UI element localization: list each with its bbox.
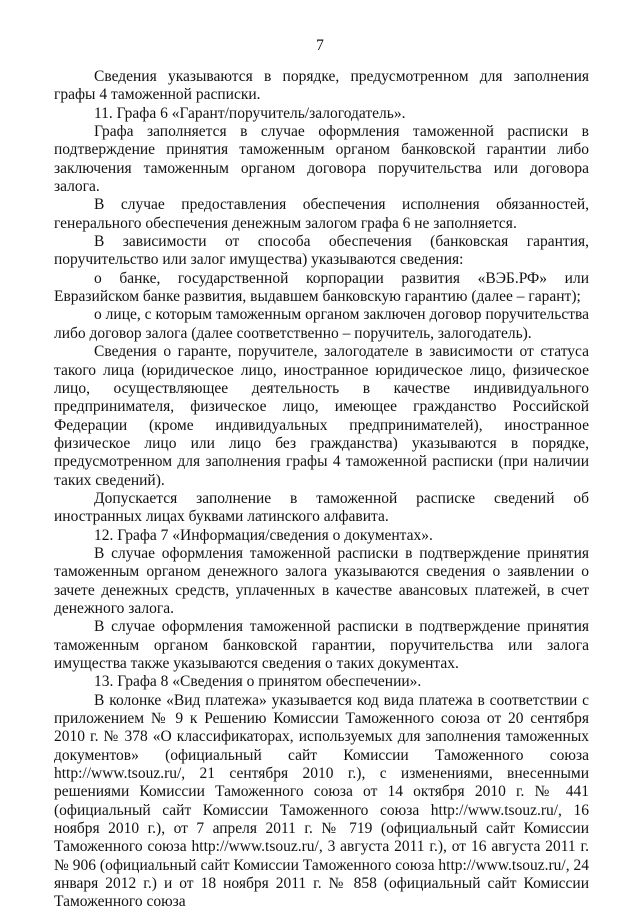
paragraph-guarantor-status: Сведения о гаранте, поручителе, залогодателе в зависимости от статуса такого лица (юридическое лицо, иностранное юридическое лицо, физическое лицо, осуществляющее деятельность в качестве индивидуального предпринимателя, физическое лицо, имеющее гражданство Российской Федерации (кроме индивидуальных предпринимателей), иностранное физическое лицо или лицо без гражданства) указываются в порядке, предусмотренном для заполнения графы 4 таможенной расписки (при наличии таких сведений). [54, 343, 589, 489]
paragraph-cash-deposit-docs: В случае оформления таможенной расписки в подтверждение принятия таможенным органом денежного залога указываются сведения о заявлении о зачете денежных средств, уплаченных в качестве авансовых платежей, в счет денежного залога. [54, 544, 589, 617]
paragraph-payment-type: В колонке «Вид платежа» указывается код вида платежа в соответствии с приложением № 9 к Решению Комиссии Таможенного союза от 20 сентября 2010 г. № 378 «О классификаторах, используемых для заполнения таможенных документов» (официальный сайт Комиссии Таможенного союза http://www.tsouz.ru/, 21 сентября 2010 г.), с изменениями, внесенными решениями Комиссии Таможенного союза от 14 октября 2010 г. № 441 (официальный сайт Комиссии Таможенного союза http://www.tsouz.ru/, 16 ноября 2010 г.), от 7 апреля 2011 г. № 719 (официальный сайт Комиссии Таможенного союза http://www.tsouz.ru/, 3 августа 2011 г.), от 16 августа 2011 г. № 906 (официальный сайт Комиссии Таможенного союза http://www.tsouz.ru/, 24 января 2012 г.) и от 18 ноября 2011 г. № 858 (официальный сайт Комиссии Таможенного союза [54, 691, 589, 911]
paragraph-latin-alphabet: Допускается заполнение в таможенной расписке сведений об иностранных лицах буквами латинского алфавита. [54, 489, 589, 526]
paragraph-guarantor-bank: о банке, государственной корпорации развития «ВЭБ.РФ» или Евразийском банке развития, выдавшем банковскую гарантию (далее – гарант); [54, 269, 589, 306]
paragraph-guarantee-docs: В случае оформления таможенной расписки в подтверждение принятия таможенным органом банковской гарантии, поручительства или залога имущества также указываются сведения о таких документах. [54, 618, 589, 672]
section-13-heading: 13. Графа 8 «Сведения о принятом обеспечении». [94, 673, 422, 691]
paragraph-graph6-filling: Графа заполняется в случае оформления таможенной расписки в подтверждение принятия таможенным органом банковской гарантии либо заключения таможенным органом договора поручительства или договора залога. [54, 123, 589, 196]
paragraph-graph4-reference: Сведения указываются в порядке, предусмотренном для заполнения графы 4 таможенной расписки. [54, 68, 589, 104]
document-body [54, 68, 589, 912]
paragraph-surety-pledger: о лице, с которым таможенным органом заключен договор поручительства либо договор залога (далее соответственно – поручитель, залогодатель). [54, 306, 589, 342]
section-11-heading: 11. Графа 6 «Гарант/поручитель/залогодатель». [94, 104, 406, 122]
page-number: 7 [316, 37, 324, 54]
section-12-heading: 12. Графа 7 «Информация/сведения о документах». [94, 526, 433, 544]
paragraph-graph6-not-filled: В случае предоставления обеспечения исполнения обязанностей, генерального обеспечения денежным залогом графа 6 не заполняется. [54, 196, 589, 232]
paragraph-security-method: В зависимости от способа обеспечения (банковская гарантия, поручительство или залог имущества) указываются сведения: [54, 233, 589, 269]
